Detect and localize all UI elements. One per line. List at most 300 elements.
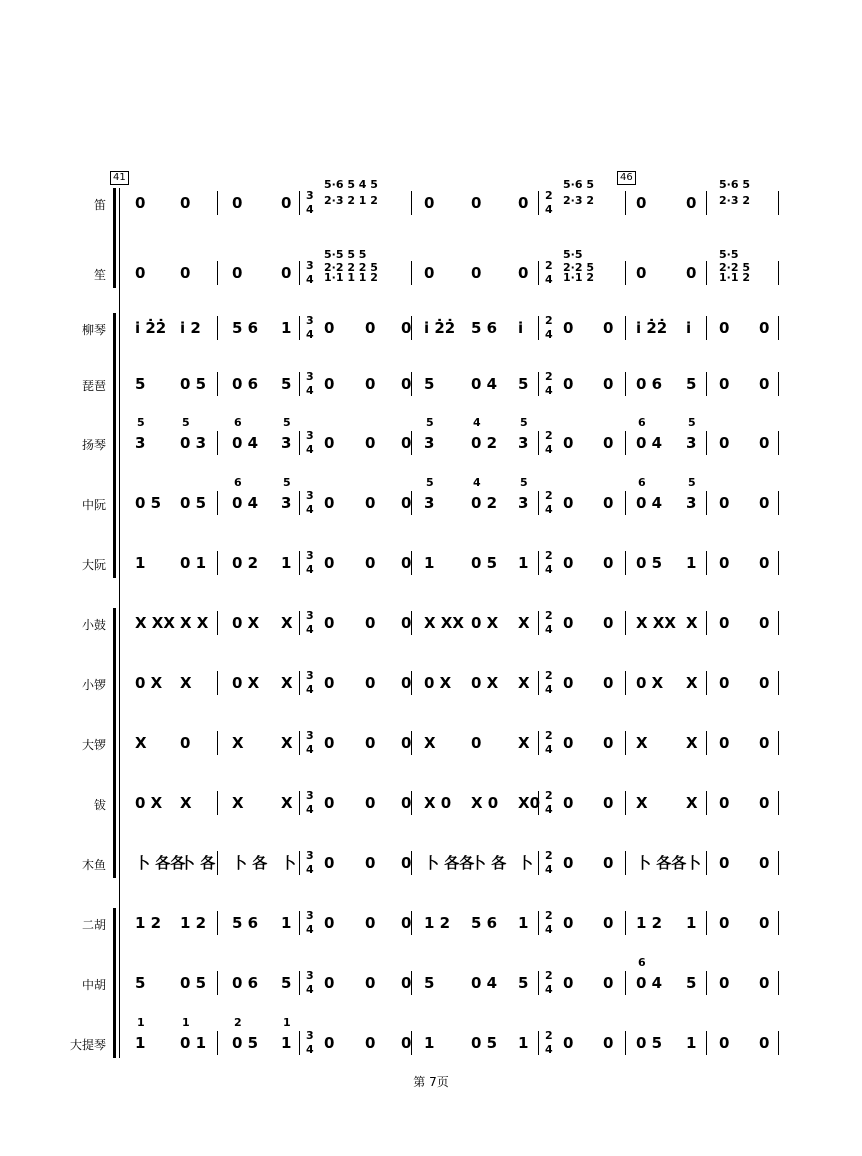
note-token: 0 xyxy=(759,375,770,393)
upper-note: 5 xyxy=(520,416,528,429)
barline xyxy=(706,491,707,515)
note-token: 0 xyxy=(401,734,412,752)
note-token: 0 4 xyxy=(636,974,663,992)
barline xyxy=(217,911,218,935)
time-signature-2-4-bottom: 4 xyxy=(545,923,553,936)
time-signature-2-4-bottom: 4 xyxy=(545,863,553,876)
note-token: 1 xyxy=(518,1034,529,1052)
note-token: 0 5 xyxy=(180,974,207,992)
instrument-label: 中阮 xyxy=(81,498,106,512)
note-token: 0 xyxy=(759,494,770,512)
note-token: 1 xyxy=(424,554,435,572)
note-token: 0 xyxy=(719,974,730,992)
time-signature-2-4-top: 2 xyxy=(545,969,553,982)
time-signature-3-4-bottom: 4 xyxy=(306,803,314,816)
note-token: 0 xyxy=(324,974,335,992)
note-token: 0 xyxy=(324,554,335,572)
note-token: 0 xyxy=(563,614,574,632)
note-token: 0 X xyxy=(135,674,163,692)
note-token: 0 xyxy=(324,434,335,452)
note-token: 3 xyxy=(424,434,435,452)
note-token: 0 5 xyxy=(471,1034,498,1052)
note-token: 0 xyxy=(324,734,335,752)
note-token: 0 xyxy=(759,319,770,337)
note-token: 0 xyxy=(603,794,614,812)
time-signature-2-4-bottom: 4 xyxy=(545,328,553,341)
chord-top: 5·6 5 xyxy=(719,178,750,191)
chord-bottom: 1·1 1 1 2 xyxy=(324,271,378,284)
note-token: 0 xyxy=(401,674,412,692)
note-token: 0 xyxy=(401,434,412,452)
note-token: 0 xyxy=(232,264,243,282)
chord-top: 5·5 xyxy=(563,248,583,261)
note-token: 0 xyxy=(324,494,335,512)
barline xyxy=(625,191,626,215)
note-token: 0 xyxy=(719,734,730,752)
note-token: 0 xyxy=(759,854,770,872)
barline xyxy=(778,491,779,515)
time-signature-2-4-top: 2 xyxy=(545,669,553,682)
note-token: 0 xyxy=(563,1034,574,1052)
barline xyxy=(217,851,218,875)
note-token: 0 X xyxy=(424,674,452,692)
chord-bottom: 1·1 2 xyxy=(563,271,594,284)
note-token: 1 xyxy=(135,554,146,572)
barline xyxy=(706,551,707,575)
barline xyxy=(299,911,300,935)
barline xyxy=(217,731,218,755)
note-token: 0 xyxy=(603,1034,614,1052)
note-token: 0 X xyxy=(471,614,499,632)
time-signature-3-4-bottom: 4 xyxy=(306,1043,314,1056)
note-token: 5 xyxy=(686,974,697,992)
system-bracket-plucked xyxy=(113,313,116,578)
note-token: 0 xyxy=(324,319,335,337)
barline xyxy=(706,372,707,396)
barline xyxy=(625,372,626,396)
barline xyxy=(538,372,539,396)
barline xyxy=(778,611,779,635)
rehearsal-mark-46: 46 xyxy=(617,171,636,185)
note-token: X xyxy=(281,614,293,632)
note-token: 0 xyxy=(563,734,574,752)
barline xyxy=(625,671,626,695)
barline xyxy=(538,851,539,875)
note-token: 0 xyxy=(401,854,412,872)
note-token: 0 xyxy=(281,264,292,282)
note-token: X xyxy=(180,674,192,692)
time-signature-2-4-top: 2 xyxy=(545,729,553,742)
note-token: 0 xyxy=(719,434,730,452)
note-token: 0 2 xyxy=(471,434,498,452)
barline xyxy=(538,971,539,995)
note-token: 0 xyxy=(563,914,574,932)
barline xyxy=(778,971,779,995)
note-token: 0 xyxy=(603,674,614,692)
instrument-label: 笛 xyxy=(93,198,106,212)
barline xyxy=(625,316,626,340)
barline xyxy=(778,316,779,340)
barline xyxy=(217,191,218,215)
note-token: 0 xyxy=(424,194,435,212)
note-token: X XX xyxy=(424,614,464,632)
chord-mid: 2·2 2 2 5 xyxy=(324,261,378,274)
upper-note: 6 xyxy=(638,416,646,429)
time-signature-2-4-bottom: 4 xyxy=(545,803,553,816)
upper-note: 5 xyxy=(426,476,434,489)
note-token: 0 5 xyxy=(232,1034,259,1052)
barline xyxy=(411,261,412,285)
time-signature-3-4-top: 3 xyxy=(306,370,314,383)
upper-note: 1 xyxy=(137,1016,145,1029)
note-token: X XX xyxy=(135,614,175,632)
note-token: 0 xyxy=(759,1034,770,1052)
instrument-label: 大锣 xyxy=(81,738,106,752)
note-token: 0 6 xyxy=(636,375,663,393)
note-token: 0 xyxy=(603,434,614,452)
time-signature-3-4-bottom: 4 xyxy=(306,443,314,456)
note-token: i 2̇2̇ xyxy=(636,319,668,337)
instrument-label: 大阮 xyxy=(81,558,106,572)
note-token: X xyxy=(135,734,147,752)
note-token: X xyxy=(424,734,436,752)
note-token: 卜 各各 xyxy=(424,854,475,872)
note-token: 0 xyxy=(719,674,730,692)
note-token: 0 xyxy=(603,494,614,512)
note-token: 0 X xyxy=(232,674,260,692)
note-token: 0 xyxy=(603,375,614,393)
time-signature-3-4-bottom: 4 xyxy=(306,384,314,397)
note-token: 0 5 xyxy=(636,1034,663,1052)
chord-top: 5·5 5 5 xyxy=(324,248,367,261)
barline xyxy=(299,851,300,875)
time-signature-3-4-top: 3 xyxy=(306,729,314,742)
note-token: 0 xyxy=(719,319,730,337)
barline xyxy=(299,671,300,695)
upper-note: 5 xyxy=(283,476,291,489)
note-token: 1 xyxy=(281,554,292,572)
note-token: X xyxy=(518,614,530,632)
instrument-label: 小鼓 xyxy=(81,618,106,632)
note-token: 0 xyxy=(471,194,482,212)
note-token: 0 xyxy=(471,734,482,752)
instrument-label: 钹 xyxy=(93,798,106,812)
time-signature-3-4-top: 3 xyxy=(306,429,314,442)
time-signature-2-4-bottom: 4 xyxy=(545,563,553,576)
time-signature-2-4-bottom: 4 xyxy=(545,743,553,756)
note-token: 0 xyxy=(719,854,730,872)
barline xyxy=(706,971,707,995)
note-token: 0 5 xyxy=(180,494,207,512)
note-token: 0 xyxy=(759,794,770,812)
barline xyxy=(778,1031,779,1055)
note-token: 0 xyxy=(563,974,574,992)
note-token: 0 6 xyxy=(232,974,259,992)
note-token: 0 xyxy=(180,264,191,282)
barline xyxy=(538,1031,539,1055)
note-token: 0 xyxy=(603,974,614,992)
time-signature-3-4-bottom: 4 xyxy=(306,503,314,516)
time-signature-2-4-top: 2 xyxy=(545,489,553,502)
note-token: 1 xyxy=(281,319,292,337)
time-signature-2-4-bottom: 4 xyxy=(545,983,553,996)
barline xyxy=(217,971,218,995)
upper-note: 5 xyxy=(520,476,528,489)
note-token: 1 xyxy=(686,914,697,932)
note-token: 0 4 xyxy=(471,974,498,992)
upper-note: 5 xyxy=(182,416,190,429)
note-token: 3 xyxy=(686,434,697,452)
barline xyxy=(299,791,300,815)
barline xyxy=(299,431,300,455)
note-token: 0 xyxy=(686,264,697,282)
time-signature-2-4-top: 2 xyxy=(545,549,553,562)
note-token: 0 X xyxy=(135,794,163,812)
barline xyxy=(217,551,218,575)
barline xyxy=(778,911,779,935)
time-signature-3-4-bottom: 4 xyxy=(306,743,314,756)
barline xyxy=(778,261,779,285)
note-token: 0 xyxy=(563,434,574,452)
note-token: 0 xyxy=(563,319,574,337)
note-token: 0 xyxy=(365,319,376,337)
note-token: 0 xyxy=(719,554,730,572)
upper-note: 5 xyxy=(688,416,696,429)
note-token: X xyxy=(686,674,698,692)
note-token: 0 xyxy=(401,494,412,512)
barline xyxy=(625,551,626,575)
barline xyxy=(706,611,707,635)
instrument-label: 笙 xyxy=(93,268,106,282)
time-signature-3-4-bottom: 4 xyxy=(306,203,314,216)
barline xyxy=(625,431,626,455)
note-token: 0 xyxy=(686,194,697,212)
note-token: 0 xyxy=(719,914,730,932)
note-token: 1 2 xyxy=(636,914,663,932)
barline xyxy=(778,372,779,396)
time-signature-3-4-top: 3 xyxy=(306,609,314,622)
note-token: 0 xyxy=(324,375,335,393)
barline xyxy=(778,431,779,455)
barline xyxy=(299,971,300,995)
chord-bottom: 2·3 2 xyxy=(719,194,750,207)
note-token: 0 xyxy=(365,434,376,452)
chord-top: 5·6 5 xyxy=(563,178,594,191)
note-token: 0 xyxy=(563,494,574,512)
time-signature-2-4-bottom: 4 xyxy=(545,273,553,286)
upper-note: 1 xyxy=(283,1016,291,1029)
time-signature-2-4-top: 2 xyxy=(545,789,553,802)
note-token: 0 xyxy=(365,734,376,752)
note-token: 5 xyxy=(518,974,529,992)
note-token: 0 xyxy=(603,854,614,872)
barline xyxy=(538,431,539,455)
barline xyxy=(217,261,218,285)
note-token: X xyxy=(686,614,698,632)
note-token: 卜 各 xyxy=(180,854,216,872)
time-signature-2-4-bottom: 4 xyxy=(545,1043,553,1056)
note-token: 5 xyxy=(424,375,435,393)
barline xyxy=(217,372,218,396)
barline xyxy=(625,491,626,515)
upper-note: 4 xyxy=(473,416,481,429)
time-signature-3-4-bottom: 4 xyxy=(306,923,314,936)
note-token: 卜 xyxy=(281,854,297,872)
note-token: 0 xyxy=(135,194,146,212)
note-token: 0 xyxy=(324,914,335,932)
time-signature-2-4-top: 2 xyxy=(545,909,553,922)
barline xyxy=(299,491,300,515)
time-signature-2-4-top: 2 xyxy=(545,370,553,383)
note-token: i 2̇2̇ xyxy=(424,319,456,337)
note-token: 0 xyxy=(518,264,529,282)
time-signature-3-4-top: 3 xyxy=(306,909,314,922)
barline xyxy=(299,1031,300,1055)
time-signature-3-4-top: 3 xyxy=(306,549,314,562)
note-token: 0 2 xyxy=(232,554,259,572)
barline xyxy=(625,851,626,875)
barline xyxy=(538,671,539,695)
note-token: 1 xyxy=(424,1034,435,1052)
barline xyxy=(778,731,779,755)
note-token: 0 xyxy=(603,614,614,632)
time-signature-3-4-bottom: 4 xyxy=(306,623,314,636)
system-bracket-bowed xyxy=(113,908,116,1058)
chord-top: 5·5 xyxy=(719,248,739,261)
barline xyxy=(706,851,707,875)
note-token: 1 2 xyxy=(135,914,162,932)
note-token: 0 xyxy=(324,1034,335,1052)
note-token: 1 xyxy=(135,1034,146,1052)
note-token: 卜 各各 xyxy=(636,854,687,872)
chord-bottom: 1·1 2 xyxy=(719,271,750,284)
barline xyxy=(778,191,779,215)
note-token: 0 xyxy=(563,554,574,572)
note-token: 0 xyxy=(518,194,529,212)
note-token: 1 xyxy=(686,554,697,572)
time-signature-2-4-top: 2 xyxy=(545,849,553,862)
note-token: 0 5 xyxy=(636,554,663,572)
note-token: 5 xyxy=(135,974,146,992)
time-signature-3-4-top: 3 xyxy=(306,189,314,202)
note-token: X 0 xyxy=(471,794,499,812)
note-token: 0 xyxy=(719,794,730,812)
time-signature-2-4-bottom: 4 xyxy=(545,683,553,696)
time-signature-2-4-top: 2 xyxy=(545,1029,553,1042)
note-token: 0 xyxy=(180,194,191,212)
note-token: 卜 xyxy=(686,854,702,872)
note-token: 0 xyxy=(401,375,412,393)
note-token: 0 xyxy=(719,375,730,393)
note-token: 3 xyxy=(281,494,292,512)
note-token: X xyxy=(281,734,293,752)
note-token: 3 xyxy=(518,494,529,512)
note-token: 0 xyxy=(424,264,435,282)
barline xyxy=(706,191,707,215)
time-signature-2-4-bottom: 4 xyxy=(545,203,553,216)
note-token: 0 xyxy=(759,554,770,572)
time-signature-2-4-bottom: 4 xyxy=(545,623,553,636)
time-signature-3-4-top: 3 xyxy=(306,849,314,862)
barline xyxy=(538,911,539,935)
chord-mid: 2·2 5 xyxy=(719,261,750,274)
page-footer: 第 7页 xyxy=(413,1075,449,1089)
note-token: X xyxy=(686,734,698,752)
note-token: i xyxy=(686,319,692,337)
time-signature-2-4-top: 2 xyxy=(545,609,553,622)
time-signature-3-4-top: 3 xyxy=(306,669,314,682)
upper-note: 2 xyxy=(234,1016,242,1029)
note-token: 0 4 xyxy=(232,434,259,452)
note-token: 卜 各各 xyxy=(135,854,186,872)
barline xyxy=(299,551,300,575)
barline xyxy=(706,911,707,935)
note-token: X xyxy=(281,794,293,812)
note-token: 0 5 xyxy=(471,554,498,572)
instrument-label: 大提琴 xyxy=(69,1038,106,1052)
note-token: 0 xyxy=(563,794,574,812)
barline xyxy=(625,731,626,755)
note-token: 0 xyxy=(401,794,412,812)
note-token: 0 X xyxy=(636,674,664,692)
note-token: X X xyxy=(180,614,209,632)
note-token: 5 6 xyxy=(232,319,259,337)
time-signature-3-4-top: 3 xyxy=(306,259,314,272)
barline xyxy=(778,551,779,575)
note-token: X XX xyxy=(636,614,676,632)
barline xyxy=(217,316,218,340)
chord-mid: 2·2 5 xyxy=(563,261,594,274)
note-token: 0 xyxy=(401,614,412,632)
note-token: 0 xyxy=(324,614,335,632)
barline xyxy=(411,191,412,215)
time-signature-2-4-top: 2 xyxy=(545,314,553,327)
system-start-line xyxy=(119,188,120,1058)
note-token: 3 xyxy=(135,434,146,452)
time-signature-3-4-bottom: 4 xyxy=(306,563,314,576)
barline xyxy=(625,791,626,815)
barline xyxy=(217,491,218,515)
note-token: 0 xyxy=(563,854,574,872)
time-signature-2-4-top: 2 xyxy=(545,259,553,272)
barline xyxy=(299,611,300,635)
upper-note: 5 xyxy=(688,476,696,489)
note-token: 3 xyxy=(424,494,435,512)
note-token: X xyxy=(518,674,530,692)
time-signature-2-4-top: 2 xyxy=(545,189,553,202)
note-token: 0 xyxy=(719,614,730,632)
note-token: 0 xyxy=(759,974,770,992)
time-signature-3-4-bottom: 4 xyxy=(306,983,314,996)
note-token: 0 xyxy=(563,674,574,692)
note-token: 0 xyxy=(401,914,412,932)
note-token: 0 3 xyxy=(180,434,207,452)
note-token: X xyxy=(686,794,698,812)
note-token: 3 xyxy=(518,434,529,452)
note-token: 0 xyxy=(324,854,335,872)
barline xyxy=(625,611,626,635)
upper-note: 6 xyxy=(638,956,646,969)
time-signature-3-4-top: 3 xyxy=(306,1029,314,1042)
rehearsal-mark-41: 41 xyxy=(110,171,129,185)
barline xyxy=(538,611,539,635)
barline xyxy=(299,261,300,285)
time-signature-2-4-bottom: 4 xyxy=(545,384,553,397)
note-token: 0 xyxy=(365,614,376,632)
barline xyxy=(625,911,626,935)
barline xyxy=(625,1031,626,1055)
note-token: 0 xyxy=(401,1034,412,1052)
